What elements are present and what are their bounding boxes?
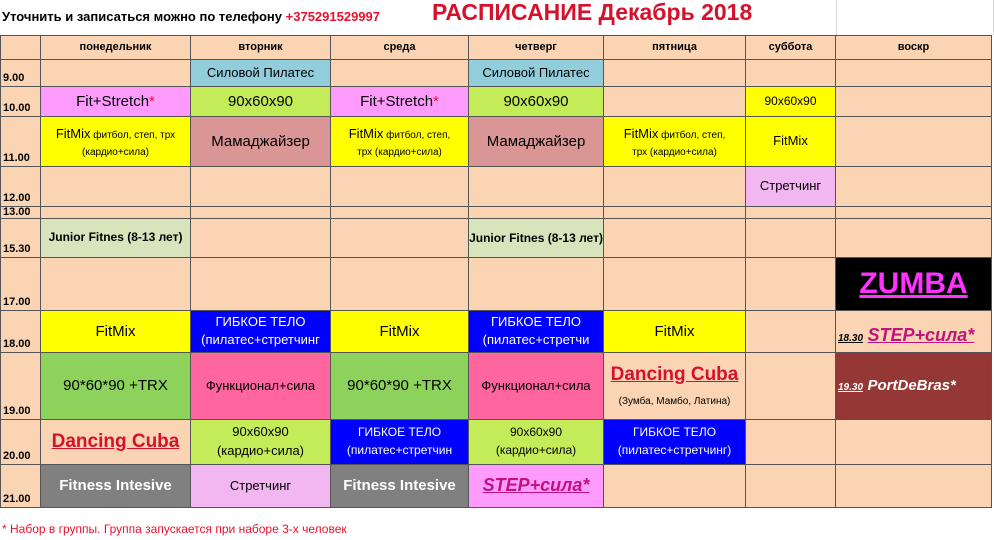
page-title: РАСПИСАНИЕ Декабрь 2018 xyxy=(432,0,753,25)
class-name: ГИБКОЕ ТЕЛО xyxy=(632,425,717,440)
star-mark: * xyxy=(433,92,439,110)
phone-number[interactable]: +375291529997 xyxy=(285,9,380,24)
class-fit-stretch-wed xyxy=(331,87,469,117)
class-detail: фитбол, степ, xyxy=(658,129,726,141)
class-name: ГИБКОЕ ТЕЛО xyxy=(491,314,581,330)
class-fitmix-mon xyxy=(41,117,191,167)
class-name: Dancing Cuba xyxy=(51,431,180,453)
class-name: FitMix xyxy=(348,125,384,141)
class-dancing-cuba-mon xyxy=(41,420,191,465)
time-cell xyxy=(1,117,41,167)
page-header xyxy=(0,0,994,35)
time-cell xyxy=(1,219,41,258)
class-junior-thu: Junior Fitnes (8-13 лет) xyxy=(469,219,604,258)
class-name: FitMix xyxy=(623,125,659,141)
empty-cell xyxy=(836,87,992,117)
empty-cell xyxy=(746,258,836,311)
empty-cell xyxy=(746,353,836,420)
time-label: 11.00 xyxy=(3,152,30,165)
empty-cell xyxy=(836,465,992,508)
class-name: STEP+сила* xyxy=(482,475,590,496)
empty-cell xyxy=(604,465,746,508)
class-name: PortDeBras* xyxy=(867,376,956,394)
empty-cell xyxy=(836,60,992,87)
class-detail: (кардио+сила) xyxy=(82,146,149,158)
class-fitmix-wed-evening: FitMix xyxy=(331,311,469,353)
time-label: 13.00 xyxy=(3,206,31,219)
empty-cell xyxy=(331,207,469,219)
class-name: ГИБКОЕ ТЕЛО xyxy=(215,314,306,330)
time-label: 21.00 xyxy=(3,493,31,506)
schedule-table xyxy=(0,35,992,508)
time-label: 9.00 xyxy=(3,72,25,85)
class-step-sila-thu xyxy=(469,465,604,508)
class-junior-mon: Junior Fitnes (8-13 лет) xyxy=(41,219,191,258)
class-name: Dancing Cuba xyxy=(610,364,739,386)
empty-cell xyxy=(836,207,992,219)
class-gibkoe-thu xyxy=(469,311,604,353)
class-portdebras-sun xyxy=(836,353,992,420)
time-label: 12.00 xyxy=(3,192,31,205)
class-gibkoe-wed xyxy=(331,420,469,465)
empty-cell xyxy=(746,311,836,353)
class-funkcional-thu: Функционал+сила xyxy=(469,353,604,420)
row-11-00 xyxy=(1,117,992,167)
empty-cell xyxy=(836,167,992,207)
row-18-00 xyxy=(1,311,992,353)
class-gibkoe-tue xyxy=(191,311,331,353)
time-label: 20.00 xyxy=(3,450,31,463)
row-13-00 xyxy=(1,207,992,219)
contact-text: Уточнить и записаться можно по телефону xyxy=(2,9,286,24)
class-detail: (пилатес+стретчи xyxy=(482,332,590,347)
empty-cell xyxy=(746,207,836,219)
class-dancing-cuba-fri xyxy=(604,353,746,420)
contact-line xyxy=(2,9,380,24)
class-detail: трх (кардио+сила) xyxy=(632,146,717,158)
row-9-00 xyxy=(1,60,992,87)
day-header-wed: среда xyxy=(331,36,469,60)
class-detail: (пилатес+стретчинг xyxy=(201,332,320,347)
class-detail: (пилатес+стретчинг) xyxy=(617,443,732,457)
class-name: 90х60х90 xyxy=(232,424,289,440)
zumba-label: ZUMBA xyxy=(859,266,968,300)
empty-cell xyxy=(331,167,469,207)
class-name: Fit+Stretch xyxy=(360,92,434,110)
class-fitness-intensive-wed: Fitness Intesive xyxy=(331,465,469,508)
class-name: FitMix xyxy=(55,125,91,141)
time-cell xyxy=(1,167,41,207)
class-fitmix-fri xyxy=(604,117,746,167)
empty-cell xyxy=(604,87,746,117)
day-header-sun: воскр xyxy=(836,36,992,60)
class-trx-wed: 90*60*90 +TRX xyxy=(331,353,469,420)
class-gibkoe-fri xyxy=(604,420,746,465)
class-906090-thu-evening xyxy=(469,420,604,465)
corner-cell xyxy=(1,36,41,60)
class-detail: трх (кардио+сила) xyxy=(357,146,442,158)
row-17-00 xyxy=(1,258,992,311)
class-stretching-tue: Стретчинг xyxy=(191,465,331,508)
empty-cell xyxy=(41,258,191,311)
class-mamadzhaizer-thu: Мамаджайзер xyxy=(469,117,604,167)
day-header-sat: суббота xyxy=(746,36,836,60)
days-header-row xyxy=(1,36,992,60)
class-detail: фитбол, степ, xyxy=(383,129,451,141)
empty-cell xyxy=(604,219,746,258)
class-fitmix-sat: FitMix xyxy=(746,117,836,167)
class-funkcional-tue: Функционал+сила xyxy=(191,353,331,420)
empty-cell xyxy=(604,167,746,207)
class-zumba-sun xyxy=(836,258,992,311)
class-fitmix-fri-evening: FitMix xyxy=(604,311,746,353)
class-906090-tue-evening xyxy=(191,420,331,465)
class-detail: фитбол, степ, трх xyxy=(90,129,176,141)
class-fit-stretch-mon xyxy=(41,87,191,117)
row-21-00 xyxy=(1,465,992,508)
grid-line xyxy=(836,0,837,35)
class-fitness-intensive-mon: Fitness Intesive xyxy=(41,465,191,508)
empty-cell xyxy=(604,207,746,219)
empty-cell xyxy=(469,207,604,219)
empty-cell xyxy=(604,60,746,87)
footnote: * Набор в группы. Группа запускается при наборе 3-х человек xyxy=(2,522,347,536)
time-cell xyxy=(1,353,41,420)
row-10-00 xyxy=(1,87,992,117)
empty-cell xyxy=(746,465,836,508)
empty-cell xyxy=(331,258,469,311)
day-header-tue: вторник xyxy=(191,36,331,60)
empty-cell xyxy=(836,219,992,258)
empty-cell xyxy=(469,167,604,207)
class-name: STEP+сила* xyxy=(867,324,975,345)
day-header-thu: четверг xyxy=(469,36,604,60)
empty-cell xyxy=(41,60,191,87)
time-cell xyxy=(1,311,41,353)
row-15-30 xyxy=(1,219,992,258)
empty-cell xyxy=(746,219,836,258)
class-fitmix-wed xyxy=(331,117,469,167)
time-label: 18.00 xyxy=(3,338,31,351)
class-906090-tue: 90х60х90 xyxy=(191,87,331,117)
empty-cell xyxy=(191,258,331,311)
class-stretching-sat: Стретчинг xyxy=(746,167,836,207)
class-detail: (Зумба, Мамбо, Латина) xyxy=(618,396,731,408)
class-name: 90х60х90 xyxy=(509,425,563,440)
empty-cell xyxy=(41,207,191,219)
time-cell xyxy=(1,207,41,219)
day-header-mon: понедельник xyxy=(41,36,191,60)
day-header-fri: пятница xyxy=(604,36,746,60)
time-label: 19.00 xyxy=(3,405,31,418)
empty-cell xyxy=(331,60,469,87)
time-cell xyxy=(1,60,41,87)
time-label: 15.30 xyxy=(3,243,31,256)
empty-cell xyxy=(746,420,836,465)
class-detail: (пилатес+стретчин xyxy=(346,443,453,457)
time-cell xyxy=(1,465,41,508)
row-20-00 xyxy=(1,420,992,465)
class-pilates-tue: Силовой Пилатес xyxy=(191,60,331,87)
class-step-sila-sun xyxy=(836,311,992,353)
class-detail: (кардио+сила) xyxy=(216,443,305,458)
empty-cell xyxy=(41,167,191,207)
empty-cell xyxy=(469,258,604,311)
class-trx-mon: 90*60*90 +TRX xyxy=(41,353,191,420)
class-time-prefix: 19.30 xyxy=(838,381,864,393)
time-label: 17.00 xyxy=(3,296,31,309)
row-12-00 xyxy=(1,167,992,207)
class-name: Fit+Stretch xyxy=(76,92,150,110)
class-fitmix-mon-evening: FitMix xyxy=(41,311,191,353)
class-906090-sat: 90х60х90 xyxy=(746,87,836,117)
empty-cell xyxy=(331,219,469,258)
empty-cell xyxy=(191,219,331,258)
empty-cell xyxy=(191,167,331,207)
empty-cell xyxy=(746,60,836,87)
class-pilates-thu: Силовой Пилатес xyxy=(469,60,604,87)
time-label: 10.00 xyxy=(3,102,31,115)
time-cell xyxy=(1,87,41,117)
empty-cell xyxy=(191,207,331,219)
class-time-prefix: 18.30 xyxy=(838,332,864,344)
star-mark: * xyxy=(149,92,155,110)
class-detail: (кардио+сила) xyxy=(495,443,577,457)
row-19-00 xyxy=(1,353,992,420)
empty-cell xyxy=(836,117,992,167)
time-cell xyxy=(1,420,41,465)
class-906090-thu: 90х60х90 xyxy=(469,87,604,117)
class-name: ГИБКОЕ ТЕЛО xyxy=(357,425,442,440)
class-mamadzhaizer-tue: Мамаджайзер xyxy=(191,117,331,167)
empty-cell xyxy=(836,420,992,465)
empty-cell xyxy=(604,258,746,311)
time-cell xyxy=(1,258,41,311)
